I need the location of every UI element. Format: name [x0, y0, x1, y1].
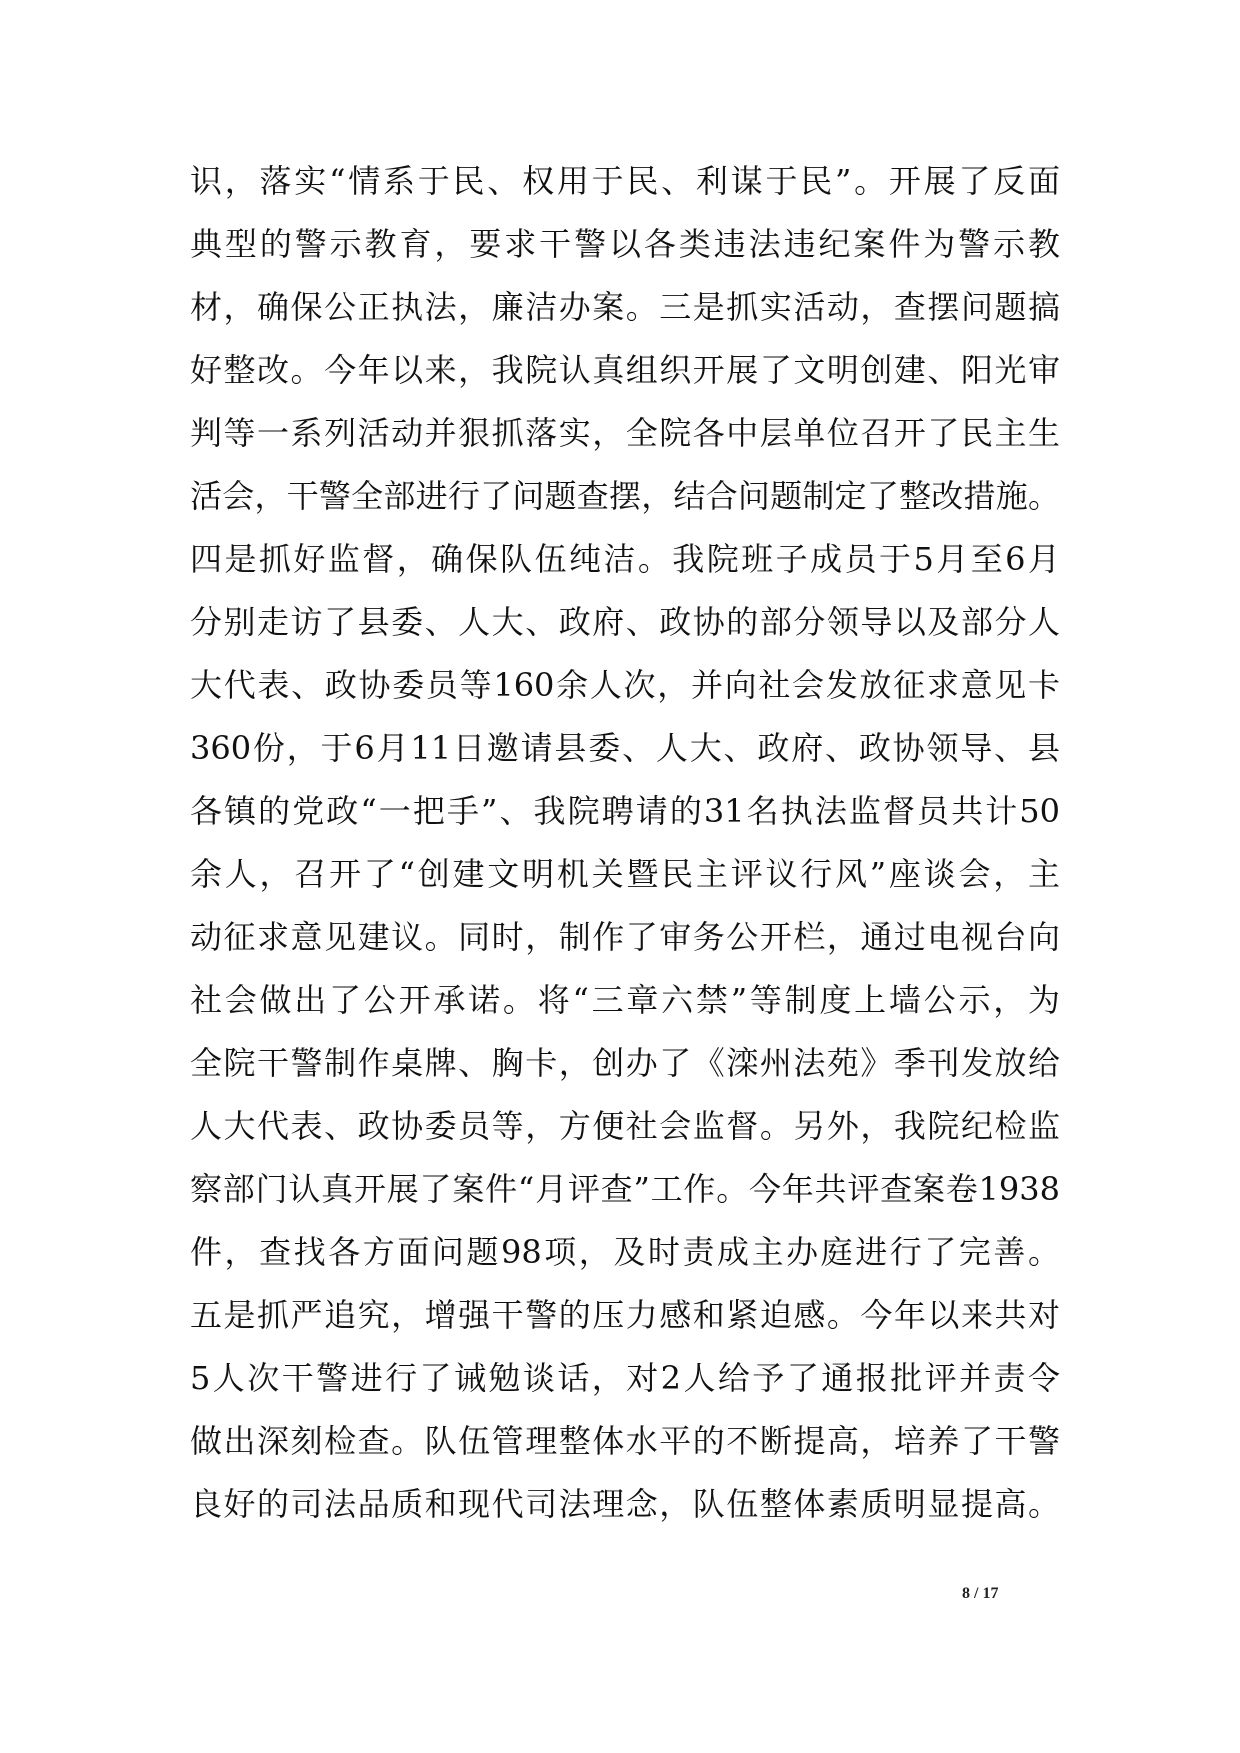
text-line: 四是抓好监督，确保队伍纯洁。我院班子成员于5月至6月: [190, 540, 1060, 578]
text-line: 社会做出了公开承诺。将“三章六禁”等制度上墙公示，为: [190, 981, 1060, 1019]
text-line: 识，落实“情系于民、权用于民、利谋于民”。开展了反面: [190, 162, 1060, 200]
text-line: 良好的司法品质和现代司法理念，队伍整体素质明显提高。: [190, 1485, 1060, 1523]
text-line: 五是抓严追究，增强干警的压力感和紧迫感。今年以来共对: [190, 1296, 1060, 1334]
text-line: 大代表、政协委员等160余人次，并向社会发放征求意见卡: [190, 666, 1060, 704]
text-line: 分别走访了县委、人大、政府、政协的部分领导以及部分人: [190, 603, 1060, 641]
page-number: 8 / 17: [962, 1585, 999, 1602]
text-line: 人大代表、政协委员等，方便社会监督。另外，我院纪检监: [190, 1107, 1060, 1145]
text-line: 典型的警示教育，要求干警以各类违法违纪案件为警示教: [190, 225, 1060, 263]
text-line: 各镇的党政“一把手”、我院聘请的31名执法监督员共计50: [190, 792, 1060, 830]
text-line: 做出深刻检查。队伍管理整体水平的不断提高，培养了干警: [190, 1422, 1060, 1460]
text-line: 5人次干警进行了诫勉谈话，对2人给予了通报批评并责令: [190, 1359, 1060, 1397]
text-line: 判等一系列活动并狠抓落实，全院各中层单位召开了民主生: [190, 414, 1060, 452]
text-line: 余人，召开了“创建文明机关暨民主评议行风”座谈会，主: [190, 855, 1060, 893]
text-line: 活会，干警全部进行了问题查摆，结合问题制定了整改措施。: [190, 477, 1060, 515]
text-line: 好整改。今年以来，我院认真组织开展了文明创建、阳光审: [190, 351, 1060, 389]
text-line: 件，查找各方面问题98项，及时责成主办庭进行了完善。: [190, 1233, 1060, 1271]
text-line: 察部门认真开展了案件“月评查”工作。今年共评查案卷1938: [190, 1170, 1060, 1208]
text-line: 动征求意见建议。同时，制作了审务公开栏，通过电视台向: [190, 918, 1060, 956]
text-line: 材，确保公正执法，廉洁办案。三是抓实活动，查摆问题搞: [190, 288, 1060, 326]
text-line: 全院干警制作桌牌、胸卡，创办了《滦州法苑》季刊发放给: [190, 1044, 1060, 1082]
text-line: 360份，于6月11日邀请县委、人大、政府、政协领导、县: [190, 729, 1060, 767]
body-text: [190, 150, 1060, 1536]
